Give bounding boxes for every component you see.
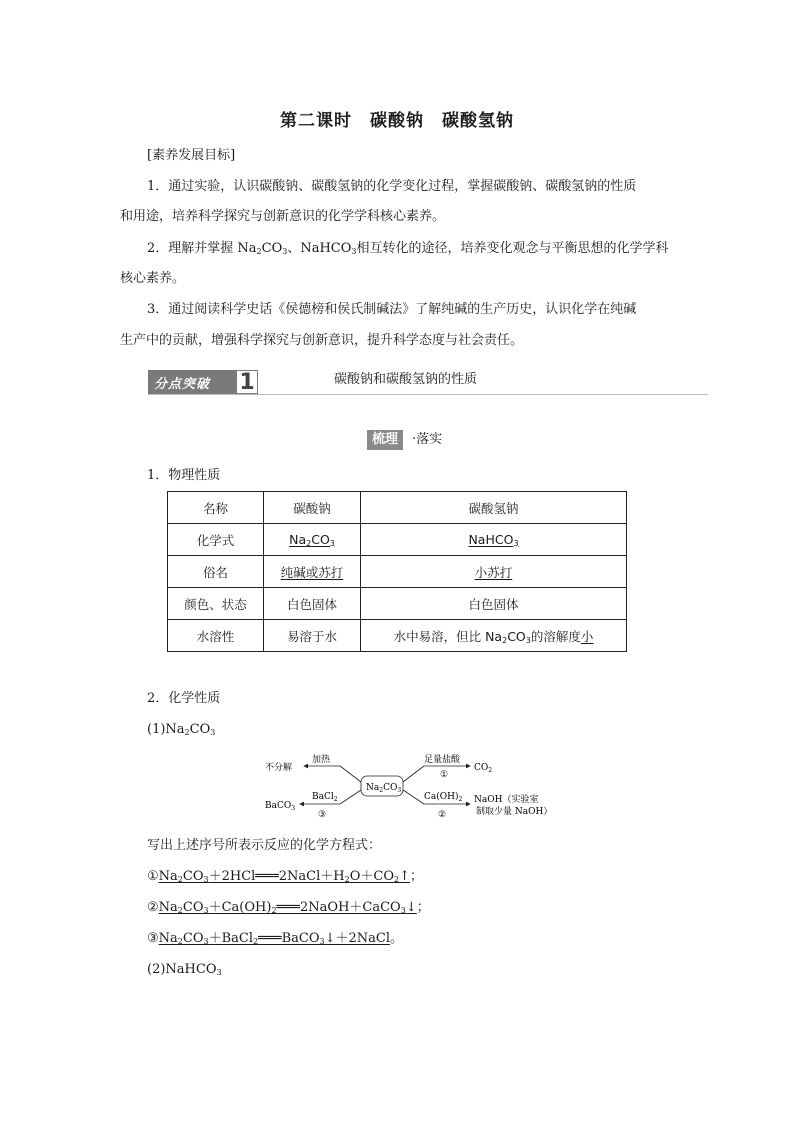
branch-line <box>403 766 424 782</box>
chemical-sub-1: $(1)Na_2CO_3$ <box>147 722 216 737</box>
goal-2-line-1: 2．理解并掌握 $Na_2CO_3$、NaHCO$_3$相互转化的途径，培养变化观念与平衡思想的化学学科 <box>147 241 669 256</box>
arrow-label-caoh2: $Ca(OH)_2$ <box>424 792 463 803</box>
table-cell: 化学式 <box>168 524 264 556</box>
table-cell: 水溶性 <box>168 620 264 652</box>
properties-table <box>167 491 627 652</box>
equations-prompt: 写出上述序号所表示反应的化学方程式： <box>147 838 382 853</box>
arrow-label-heat: 加热 <box>312 755 331 765</box>
review-tag: 梳理 <box>367 430 403 450</box>
equation-3: $③Na_2CO_3+BaCl_2═══BaCO_3↓+2NaCl$。 <box>147 931 404 946</box>
section-title: 碳酸钠和碳酸氢钠的性质 <box>334 372 478 387</box>
table-cell: 白色固体 <box>264 588 361 620</box>
goal-3-line-2: 生产中的贡献，增强科学探究与创新意识，提升科学态度与社会责任。 <box>120 333 524 348</box>
equation-2: $②Na_2CO_3+Ca(OH)_2═══2NaOH+CaCO_3↓$； <box>147 900 430 915</box>
branch-line <box>340 766 361 782</box>
table-row <box>168 556 627 588</box>
formula-na2co3: $Na_2CO_3$ <box>289 531 335 548</box>
branch-line <box>403 790 424 804</box>
product-no-decompose: 不分解 <box>265 763 293 773</box>
page-title: 第二课时 碳酸钠 碳酸氢钠 <box>280 111 514 131</box>
reaction-number-2: ② <box>438 810 447 820</box>
product-naoh: NaOH（实验室 <box>474 795 539 805</box>
section-badge-number: 1 <box>236 370 258 394</box>
review-tag-suffix: ·落实 <box>412 432 443 447</box>
formula-nahco3: NaHCO$_3$ <box>468 531 519 548</box>
reaction-number-1: ① <box>440 770 449 780</box>
goal-2-line-2: 核心素养。 <box>120 271 186 286</box>
table-cell: 水中易溶，但比 $Na_2CO_3$的溶解度小 <box>361 620 627 652</box>
product-naoh-note: 制取少量 NaOH） <box>476 807 553 817</box>
table-cell: 小苏打 <box>361 556 627 588</box>
branch-line <box>340 790 361 804</box>
table-row <box>168 588 627 620</box>
goal-1-line-1: 1．通过实验，认识碳酸钠、碳酸氢钠的化学变化过程，掌握碳酸钠、碳酸氢钠的性质 <box>147 179 637 194</box>
table-cell: 易溶于水 <box>264 620 361 652</box>
table-cell: 白色固体 <box>361 588 627 620</box>
chemical-heading: 2．化学性质 <box>147 691 221 706</box>
table-cell: 纯碱或苏打 <box>264 556 361 588</box>
table-cell: 俗名 <box>168 556 264 588</box>
arrow-label-bacl2: BaCl$_2$ <box>312 792 338 803</box>
physical-heading: 1．物理性质 <box>147 468 221 483</box>
table-cell: 碳酸氢钠 <box>361 492 627 524</box>
table-cell: 碳酸钠 <box>264 492 361 524</box>
reaction-diagram <box>262 750 562 822</box>
table-row <box>168 620 627 652</box>
section-divider <box>148 394 708 395</box>
center-compound: $Na_2CO_3$ <box>366 783 402 794</box>
reaction-number-3: ③ <box>318 810 327 820</box>
goal-1-line-2: 和用途，培养科学探究与创新意识的化学学科核心素养。 <box>120 209 446 224</box>
product-co2: $CO_2$ <box>474 763 493 774</box>
table-row <box>168 492 627 524</box>
table-cell: 颜色、状态 <box>168 588 264 620</box>
chemical-sub-2: (2)NaHCO$_3$ <box>147 962 222 977</box>
equation-1: $①Na_2CO_3+2HCl═══2NaCl+H_2O+CO_2↑$； <box>147 869 423 884</box>
product-baco3: BaCO$_3$ <box>265 801 296 812</box>
table-cell <box>264 524 361 556</box>
table-cell: 名称 <box>168 492 264 524</box>
goal-3-line-1: 3．通过阅读科学史话《侯德榜和侯氏制碱法》了解纯碱的生产历史，认识化学在纯碱 <box>147 302 637 317</box>
section-badge-text: 分点突破 <box>154 376 211 392</box>
section-badge <box>148 370 258 394</box>
table-row <box>168 524 627 556</box>
goals-heading: [素养发展目标] <box>147 148 236 163</box>
arrow-label-hcl: 足量盐酸 <box>424 755 461 765</box>
table-cell <box>361 524 627 556</box>
